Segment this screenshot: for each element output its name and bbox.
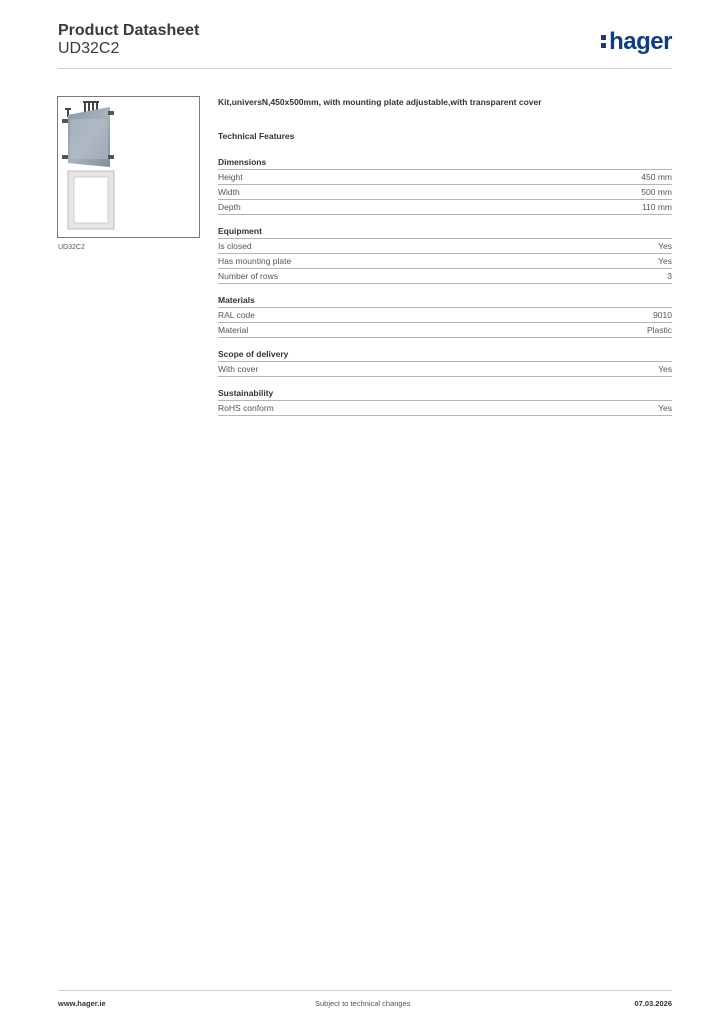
footer-date: 07.03.2026 xyxy=(634,999,672,1008)
row-value: Yes xyxy=(658,256,672,266)
table-row xyxy=(218,170,672,185)
page-header xyxy=(58,20,672,69)
image-caption: UD32C2 xyxy=(58,244,85,251)
row-label: RoHS conform xyxy=(218,403,274,413)
hager-logo xyxy=(601,28,672,56)
spec-content xyxy=(218,96,672,416)
row-value: 9010 xyxy=(653,310,672,320)
table-row xyxy=(218,308,672,323)
row-value: Plastic xyxy=(646,325,672,335)
table-row xyxy=(218,323,672,338)
section-title: Equipment xyxy=(218,225,672,239)
section-title: Scope of delivery xyxy=(218,348,672,362)
row-label: Height xyxy=(218,172,243,182)
table-row xyxy=(218,239,672,254)
footer-note: Subject to technical changes xyxy=(315,999,411,1008)
row-label: Depth xyxy=(218,202,241,212)
product-image xyxy=(57,96,200,238)
section-scope-of-delivery xyxy=(218,348,672,377)
section-materials xyxy=(218,294,672,338)
row-value: Yes xyxy=(658,403,672,413)
row-value: Yes xyxy=(658,364,672,374)
table-row xyxy=(218,269,672,284)
row-value: 3 xyxy=(667,271,672,281)
row-label: Material xyxy=(218,325,249,335)
technical-features-heading: Technical Features xyxy=(218,131,295,141)
row-label: Has mounting plate xyxy=(218,256,292,266)
product-description: Kit,universN,450x500mm, with mounting plate adjustable,with transparent cover xyxy=(218,97,542,107)
table-row xyxy=(218,362,672,377)
table-row xyxy=(218,200,672,215)
row-value: 110 mm xyxy=(641,202,672,212)
row-value: Yes xyxy=(658,241,672,251)
page-title: Product Datasheet xyxy=(58,22,200,39)
enclosure-kit-icon xyxy=(58,97,199,237)
section-equipment xyxy=(218,225,672,284)
page-footer xyxy=(58,990,672,1015)
section-title: Materials xyxy=(218,294,672,308)
row-label: Width xyxy=(218,187,240,197)
row-value: 500 mm xyxy=(641,187,672,197)
row-label: RAL code xyxy=(218,310,256,320)
row-label: Number of rows xyxy=(218,271,278,281)
logo-dots-icon xyxy=(601,31,607,51)
table-row xyxy=(218,185,672,200)
logo-text: hager xyxy=(609,28,672,55)
section-title: Dimensions xyxy=(218,156,672,170)
row-label: With cover xyxy=(218,364,259,374)
footer-website-link[interactable]: www.hager.ie xyxy=(58,999,106,1008)
section-title: Sustainability xyxy=(218,387,672,401)
table-row xyxy=(218,401,672,416)
section-sustainability xyxy=(218,387,672,416)
row-value: 450 mm xyxy=(641,172,672,182)
table-row xyxy=(218,254,672,269)
row-label: Is closed xyxy=(218,241,252,251)
product-code: UD32C2 xyxy=(58,40,120,57)
section-dimensions xyxy=(218,156,672,215)
